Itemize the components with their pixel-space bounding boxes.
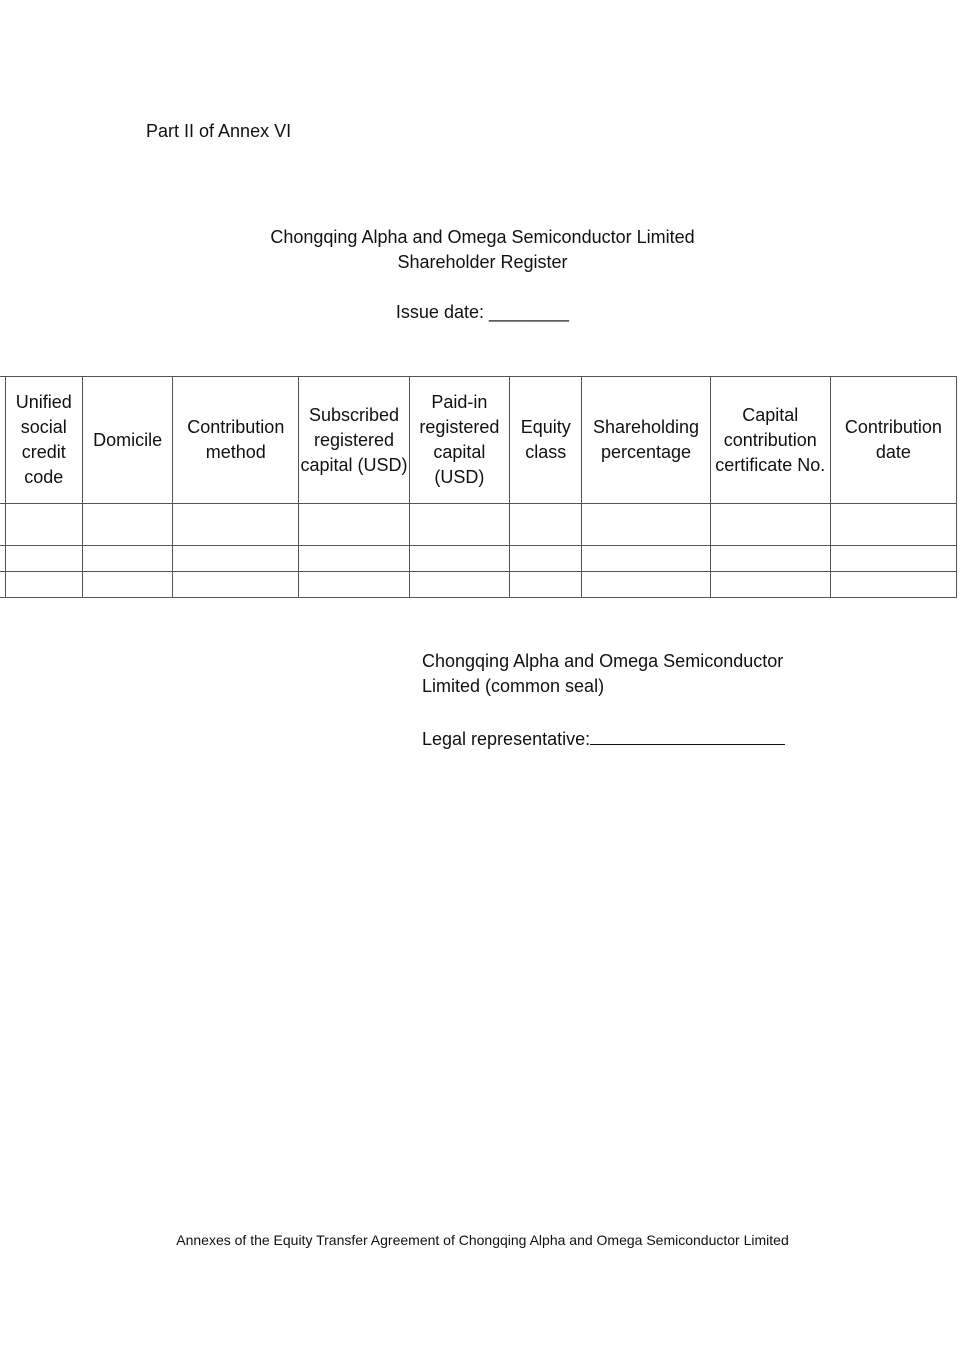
header-cell: Capital contribution certificate No. [710,377,830,504]
table-cell [409,572,509,598]
table-cell [710,572,830,598]
legal-representative-label: Legal representative: [422,729,591,749]
table-cell [299,504,409,546]
table-cell [710,546,830,572]
header-cell: Paid-in registered capital (USD) [409,377,509,504]
table-cell [830,572,956,598]
table-cell [82,546,172,572]
table-cell [582,572,710,598]
header-cell: Equity class [510,377,582,504]
table-row [0,504,957,546]
header-cell: Shareholding percentage [582,377,710,504]
header-cell: Unified social credit code [5,377,82,504]
table-cell [5,504,82,546]
table-cell [582,546,710,572]
register-title: Shareholder Register [397,252,568,272]
table-cell [5,546,82,572]
company-title: Chongqing Alpha and Omega Semiconductor Limited [270,227,695,247]
part-title: Part II of Annex VI [146,121,292,141]
header-cell: Contribution date [830,377,956,504]
company-seal-text: Chongqing Alpha and Omega Semiconductor Limited (common seal) [422,651,784,696]
table-cell [582,504,710,546]
table-cell [82,504,172,546]
legal-representative [422,726,785,750]
table-cell [173,504,299,546]
table-cell [830,546,956,572]
table-cell [173,546,299,572]
table-cell [173,572,299,598]
table-row [0,546,957,572]
table-cell [299,546,409,572]
table-cell [409,546,509,572]
table-cell [409,504,509,546]
table-row [0,572,957,598]
issue-date: Issue date: ________ [395,302,570,322]
table-cell [510,572,582,598]
table-header-row [0,377,957,504]
header-cell: Domicile [82,377,172,504]
shareholder-register-table [0,376,957,598]
table-cell [510,504,582,546]
header-cell: Contribution method [173,377,299,504]
signature-line [590,726,785,745]
table-cell [5,572,82,598]
table-cell [710,504,830,546]
table-cell [510,546,582,572]
page-footer: Annexes of the Equity Transfer Agreement of Chongqing Alpha and Omega Semiconductor Limited [176,1232,789,1248]
table-cell [299,572,409,598]
header-cell: Subscribed registered capital (USD) [299,377,409,504]
table-cell [82,572,172,598]
table-cell [830,504,956,546]
